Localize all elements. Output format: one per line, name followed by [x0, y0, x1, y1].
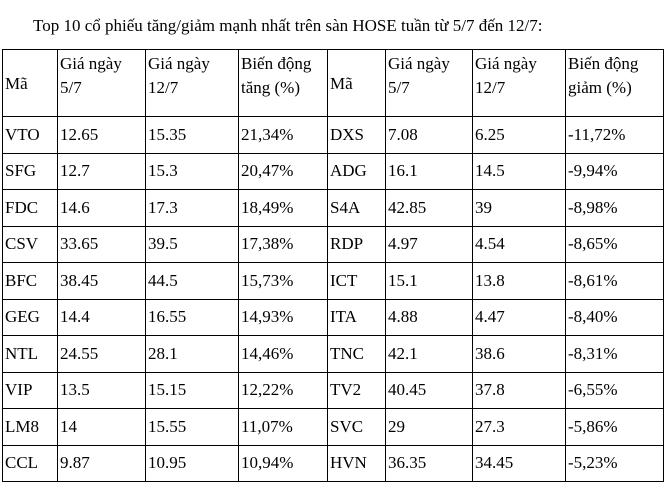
- cell-bien-dong-giam: -5,23%: [566, 445, 664, 482]
- cell-bien-dong-tang: 15,73%: [239, 263, 328, 300]
- cell-gia-12-7-giam: 38.6: [473, 336, 566, 373]
- cell-ma-tang: VIP: [3, 372, 58, 409]
- cell-ma-tang: LM8: [3, 409, 58, 446]
- cell-ma-giam: ADG: [328, 153, 386, 190]
- header-ma-left: Mã: [3, 50, 58, 117]
- cell-ma-tang: CCL: [3, 445, 58, 482]
- cell-ma-giam: HVN: [328, 445, 386, 482]
- cell-ma-giam: ICT: [328, 263, 386, 300]
- cell-ma-giam: S4A: [328, 190, 386, 227]
- cell-gia-12-7-tang: 44.5: [146, 263, 239, 300]
- cell-gia-12-7-tang: 16.55: [146, 299, 239, 336]
- cell-gia-5-7-giam: 42.85: [386, 190, 473, 227]
- cell-gia-5-7-giam: 36.35: [386, 445, 473, 482]
- cell-ma-tang: NTL: [3, 336, 58, 373]
- cell-gia-12-7-tang: 15.15: [146, 372, 239, 409]
- cell-ma-tang: CSV: [3, 226, 58, 263]
- cell-gia-5-7-giam: 15.1: [386, 263, 473, 300]
- cell-gia-12-7-tang: 15.55: [146, 409, 239, 446]
- cell-gia-12-7-giam: 4.47: [473, 299, 566, 336]
- cell-bien-dong-tang: 20,47%: [239, 153, 328, 190]
- cell-bien-dong-giam: -8,40%: [566, 299, 664, 336]
- cell-bien-dong-giam: -8,65%: [566, 226, 664, 263]
- cell-bien-dong-tang: 14,46%: [239, 336, 328, 373]
- cell-bien-dong-tang: 11,07%: [239, 409, 328, 446]
- table-row: [3, 409, 664, 446]
- cell-gia-12-7-tang: 15.35: [146, 117, 239, 154]
- cell-ma-tang: VTO: [3, 117, 58, 154]
- cell-gia-5-7-giam: 4.88: [386, 299, 473, 336]
- cell-gia-12-7-giam: 4.54: [473, 226, 566, 263]
- cell-ma-tang: GEG: [3, 299, 58, 336]
- cell-gia-12-7-giam: 13.8: [473, 263, 566, 300]
- header-gia-5-7-right: Giá ngày 5/7: [386, 50, 473, 117]
- stock-table: [2, 49, 664, 482]
- cell-ma-tang: BFC: [3, 263, 58, 300]
- cell-ma-giam: TV2: [328, 372, 386, 409]
- cell-bien-dong-tang: 10,94%: [239, 445, 328, 482]
- cell-gia-5-7-tang: 12.65: [58, 117, 146, 154]
- table-row: [3, 372, 664, 409]
- page-title: Top 10 cổ phiếu tăng/giảm mạnh nhất trên sàn HOSE tuần từ 5/7 đến 12/7:: [33, 16, 543, 35]
- cell-ma-giam: RDP: [328, 226, 386, 263]
- cell-gia-5-7-giam: 29: [386, 409, 473, 446]
- cell-gia-5-7-giam: 42.1: [386, 336, 473, 373]
- cell-bien-dong-tang: 14,93%: [239, 299, 328, 336]
- cell-bien-dong-giam: -11,72%: [566, 117, 664, 154]
- table-body: [3, 117, 664, 482]
- cell-ma-giam: SVC: [328, 409, 386, 446]
- cell-bien-dong-tang: 12,22%: [239, 372, 328, 409]
- cell-bien-dong-giam: -9,94%: [566, 153, 664, 190]
- cell-bien-dong-giam: -5,86%: [566, 409, 664, 446]
- header-ma-right: Mã: [328, 50, 386, 117]
- cell-bien-dong-giam: -8,31%: [566, 336, 664, 373]
- cell-gia-12-7-giam: 27.3: [473, 409, 566, 446]
- cell-gia-5-7-tang: 38.45: [58, 263, 146, 300]
- cell-ma-tang: FDC: [3, 190, 58, 227]
- cell-ma-tang: SFG: [3, 153, 58, 190]
- table-row: [3, 445, 664, 482]
- cell-bien-dong-tang: 21,34%: [239, 117, 328, 154]
- cell-gia-5-7-giam: 7.08: [386, 117, 473, 154]
- header-gia-12-7-right: Giá ngày 12/7: [473, 50, 566, 117]
- cell-ma-giam: TNC: [328, 336, 386, 373]
- cell-gia-12-7-tang: 28.1: [146, 336, 239, 373]
- table-row: [3, 263, 664, 300]
- cell-bien-dong-giam: -8,98%: [566, 190, 664, 227]
- cell-gia-5-7-tang: 14.6: [58, 190, 146, 227]
- cell-gia-5-7-tang: 14.4: [58, 299, 146, 336]
- cell-gia-5-7-tang: 14: [58, 409, 146, 446]
- table-row: [3, 117, 664, 154]
- cell-gia-12-7-tang: 10.95: [146, 445, 239, 482]
- cell-gia-5-7-tang: 13.5: [58, 372, 146, 409]
- cell-gia-12-7-tang: 15.3: [146, 153, 239, 190]
- cell-gia-5-7-giam: 40.45: [386, 372, 473, 409]
- header-bien-dong-giam: Biến động giảm (%): [566, 50, 664, 117]
- cell-bien-dong-giam: -8,61%: [566, 263, 664, 300]
- cell-gia-5-7-giam: 4.97: [386, 226, 473, 263]
- cell-gia-12-7-tang: 17.3: [146, 190, 239, 227]
- header-gia-5-7-left: Giá ngày 5/7: [58, 50, 146, 117]
- cell-gia-12-7-giam: 37.8: [473, 372, 566, 409]
- cell-gia-12-7-tang: 39.5: [146, 226, 239, 263]
- cell-gia-12-7-giam: 6.25: [473, 117, 566, 154]
- cell-gia-5-7-tang: 33.65: [58, 226, 146, 263]
- header-bien-dong-tang: Biến động tăng (%): [239, 50, 328, 117]
- cell-gia-5-7-tang: 12.7: [58, 153, 146, 190]
- cell-ma-giam: DXS: [328, 117, 386, 154]
- table-row: [3, 190, 664, 227]
- cell-gia-5-7-tang: 24.55: [58, 336, 146, 373]
- cell-gia-5-7-tang: 9.87: [58, 445, 146, 482]
- table-header-row: [3, 50, 664, 117]
- cell-bien-dong-tang: 17,38%: [239, 226, 328, 263]
- table-row: [3, 336, 664, 373]
- table-row: [3, 153, 664, 190]
- cell-gia-12-7-giam: 39: [473, 190, 566, 227]
- cell-bien-dong-tang: 18,49%: [239, 190, 328, 227]
- table-row: [3, 299, 664, 336]
- header-gia-12-7-left: Giá ngày 12/7: [146, 50, 239, 117]
- cell-gia-12-7-giam: 34.45: [473, 445, 566, 482]
- cell-gia-12-7-giam: 14.5: [473, 153, 566, 190]
- cell-gia-5-7-giam: 16.1: [386, 153, 473, 190]
- table-row: [3, 226, 664, 263]
- cell-ma-giam: ITA: [328, 299, 386, 336]
- cell-bien-dong-giam: -6,55%: [566, 372, 664, 409]
